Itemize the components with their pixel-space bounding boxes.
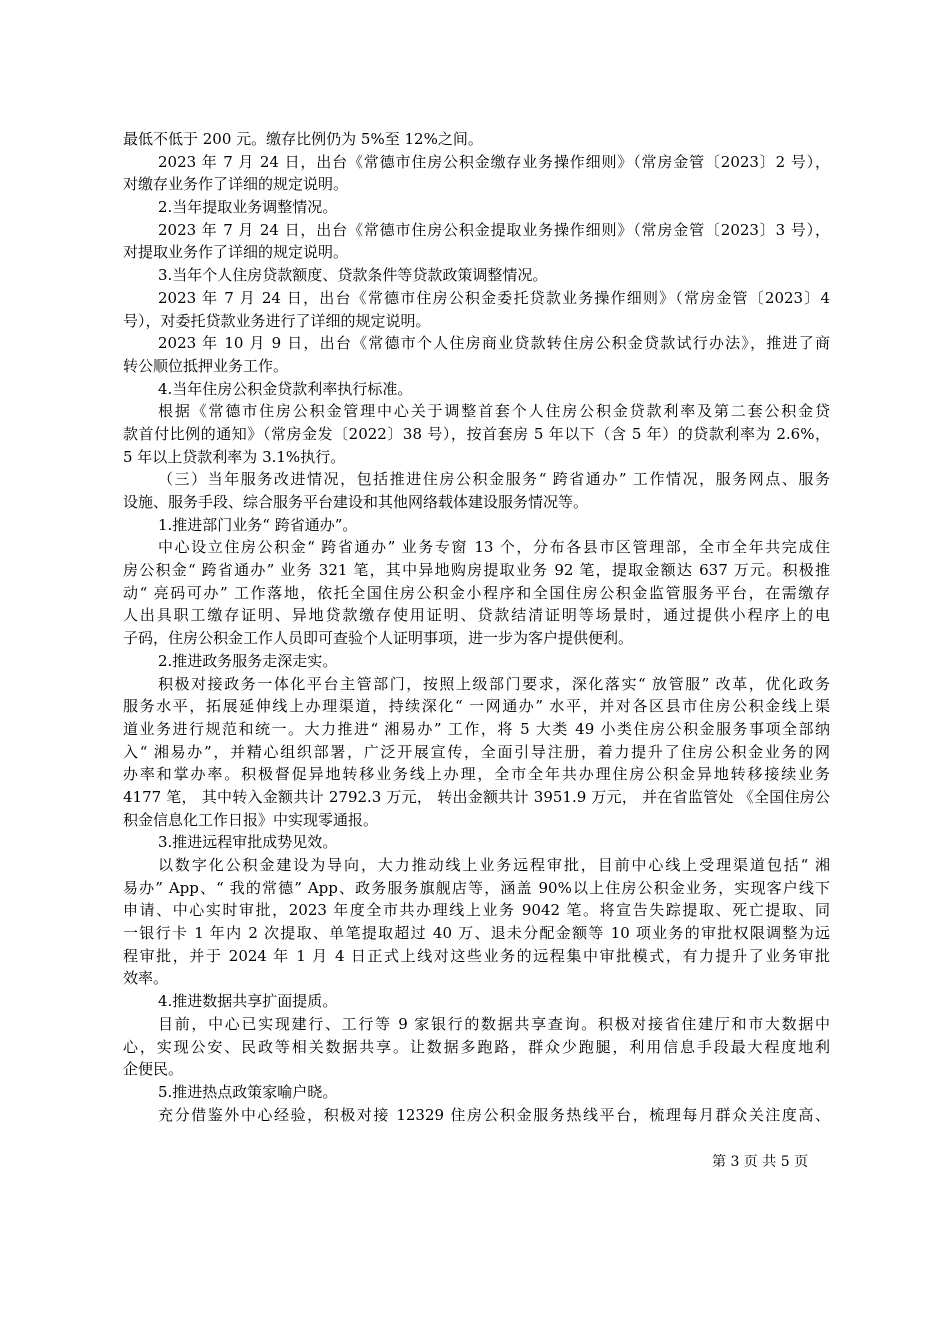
text-line: 充分借鉴外中心经验，积极对接 12329 住房公积金服务热线平台，梳理每月群众关注度高、 <box>158 1105 830 1124</box>
text-line: 2023 年 10 月 9 日，出台《常德市个人住房商业贷款转住房公积金贷款试行办法》，推进了商 <box>158 334 830 353</box>
text-line: 道业务进行规范和统一。大力推进“ 湘易办” 工作，将 5 大类 49 小类住房公积金服务事项全部纳 <box>123 719 830 738</box>
text-line: 款首付比例的通知》（常房金发〔2022〕38 号），按首套房 5 年以下（含 5 年）的贷款利率为 2.6%， <box>123 424 830 443</box>
text-line: 以数字化公积金建设为导向，大力推动线上业务远程审批，目前中心线上受理渠道包括“ 湘 <box>158 856 830 874</box>
text-line: 心，实现公安、民政等相关数据共享。让数据多跑路，群众少跑腿，利用信息手段最大程度地利 <box>123 1037 830 1056</box>
section-heading: 2.当年提取业务调整情况。 <box>158 198 338 217</box>
page-number: 第 3 页 共 5 页 <box>712 1154 809 1170</box>
text-line: 子码，住房公积金工作人员即可查验个人证明事项，进一步为客户提供便利。 <box>123 629 634 648</box>
text-line: 房公积金“ 跨省通办” 业务 321 笔，其中异地购房提取业务 92 笔，提取金额达 637 万元。积极推 <box>123 561 830 580</box>
text-line: 积极对接政务一体化平台主管部门，按照上级部门要求，深化落实“ 放管服” 改革，优化政务 <box>158 674 830 693</box>
text-line: 转公顺位抵押业务工作。 <box>123 356 289 375</box>
section-heading: 5.推进热点政策家喻户晓。 <box>158 1082 338 1101</box>
section-heading: 3.推进远程审批成势见效。 <box>158 833 338 852</box>
section-heading: 4.当年住房公积金贷款利率执行标准。 <box>158 379 413 398</box>
text-line: 一银行卡 1 年内 2 次提取、单笔提取超过 40 万、退未分配金额等 10 项业务的审批权限调整为远 <box>123 924 830 943</box>
section-heading: 设施、服务手段、综合服务平台建设和其他网络载体建设服务情况等。 <box>123 493 589 511</box>
document-body <box>123 128 830 1126</box>
text-line: 动“ 亮码可办” 工作落地，依托全国住房公积金小程序和全国住房公积金监管服务平台，在需缴存 <box>123 583 830 602</box>
section-heading: 1.推进部门业务“ 跨省通办”。 <box>158 515 358 534</box>
text-line: 4177 笔， 其中转入金额共计 2792.3 万元， 转出金额共计 3951.9 万元， 并在省监管处 《全国住房公 <box>123 787 830 806</box>
text-line: 易办” App、“ 我的常德” App、政务服务旗舰店等，涵盖 90%以上住房公积金业务，实现客户线下 <box>123 878 830 897</box>
section-heading: 4.推进数据共享扩面提质。 <box>158 992 338 1011</box>
text-line: 程审批，并于 2024 年 1 月 4 日正式上线对这些业务的远程集中审批模式，有力提升了业务审批 <box>123 946 830 965</box>
text-line: 申请、中心实时审批，2023 年度全市共办理线上业务 9042 笔。将宣告失踪提取、死亡提取、同 <box>123 901 830 920</box>
text-line: 号），对委托贷款业务进行了详细的规定说明。 <box>123 311 431 330</box>
text-line: 2023 年 7 月 24 日，出台《常德市住房公积金提取业务操作细则》（常房金管〔2023〕3 号）， <box>158 220 830 239</box>
text-line: 5 年以上贷款利率为 3.1%执行。 <box>123 447 346 466</box>
text-line: 2023 年 7 月 24 日，出台《常德市住房公积金缴存业务操作细则》（常房金管〔2023〕2 号）， <box>158 152 830 171</box>
text-line: 入“ 湘易办”，并精心组织部署，广泛开展宣传，全面引导注册，着力提升了住房公积金业务的网 <box>123 742 830 761</box>
section-heading: （三）当年服务改进情况，包括推进住房公积金服务“ 跨省通办” 工作情况，服务网点、服务 <box>158 470 830 489</box>
section-heading: 3.当年个人住房贷款额度、贷款条件等贷款政策调整情况。 <box>158 266 548 285</box>
text-line: 根据《常德市住房公积金管理中心关于调整首套个人住房公积金贷款利率及第二套公积金贷 <box>158 402 830 421</box>
text-line: 对提取业务作了详细的规定说明。 <box>123 243 349 262</box>
text-line: 对缴存业务作了详细的规定说明。 <box>123 175 349 194</box>
text-line: 服务水平，拓展延伸线上办理渠道，持续深化“ 一网通办” 水平，并对各区县市住房公积金线上渠 <box>123 697 830 716</box>
text-line: 最低不低于 200 元。缴存比例仍为 5%至 12%之间。 <box>123 130 483 148</box>
text-line: 2023 年 7 月 24 日，出台《常德市住房公积金委托贷款业务操作细则》（常房金管〔2023〕4 <box>158 288 830 307</box>
text-line: 中心设立住房公积金“ 跨省通办” 业务专窗 13 个，分布各县市区管理部，全市全年共完成住 <box>158 538 830 557</box>
text-line: 企便民。 <box>123 1060 184 1079</box>
text-line: 效率。 <box>123 969 169 988</box>
text-line: 目前，中心已实现建行、工行等 9 家银行的数据共享查询。积极对接省住建厅和市大数据中 <box>158 1014 830 1033</box>
text-line: 人出具职工缴存证明、异地贷款缴存使用证明、贷款结清证明等场景时，通过提供小程序上的电 <box>123 606 830 625</box>
text-line: 积金信息化工作日报》中实现零通报。 <box>123 810 379 829</box>
text-line: 办率和掌办率。积极督促异地转移业务线上办理，全市全年共办理住房公积金异地转移接续业务 <box>123 765 830 784</box>
section-heading: 2.推进政务服务走深走实。 <box>158 651 338 670</box>
